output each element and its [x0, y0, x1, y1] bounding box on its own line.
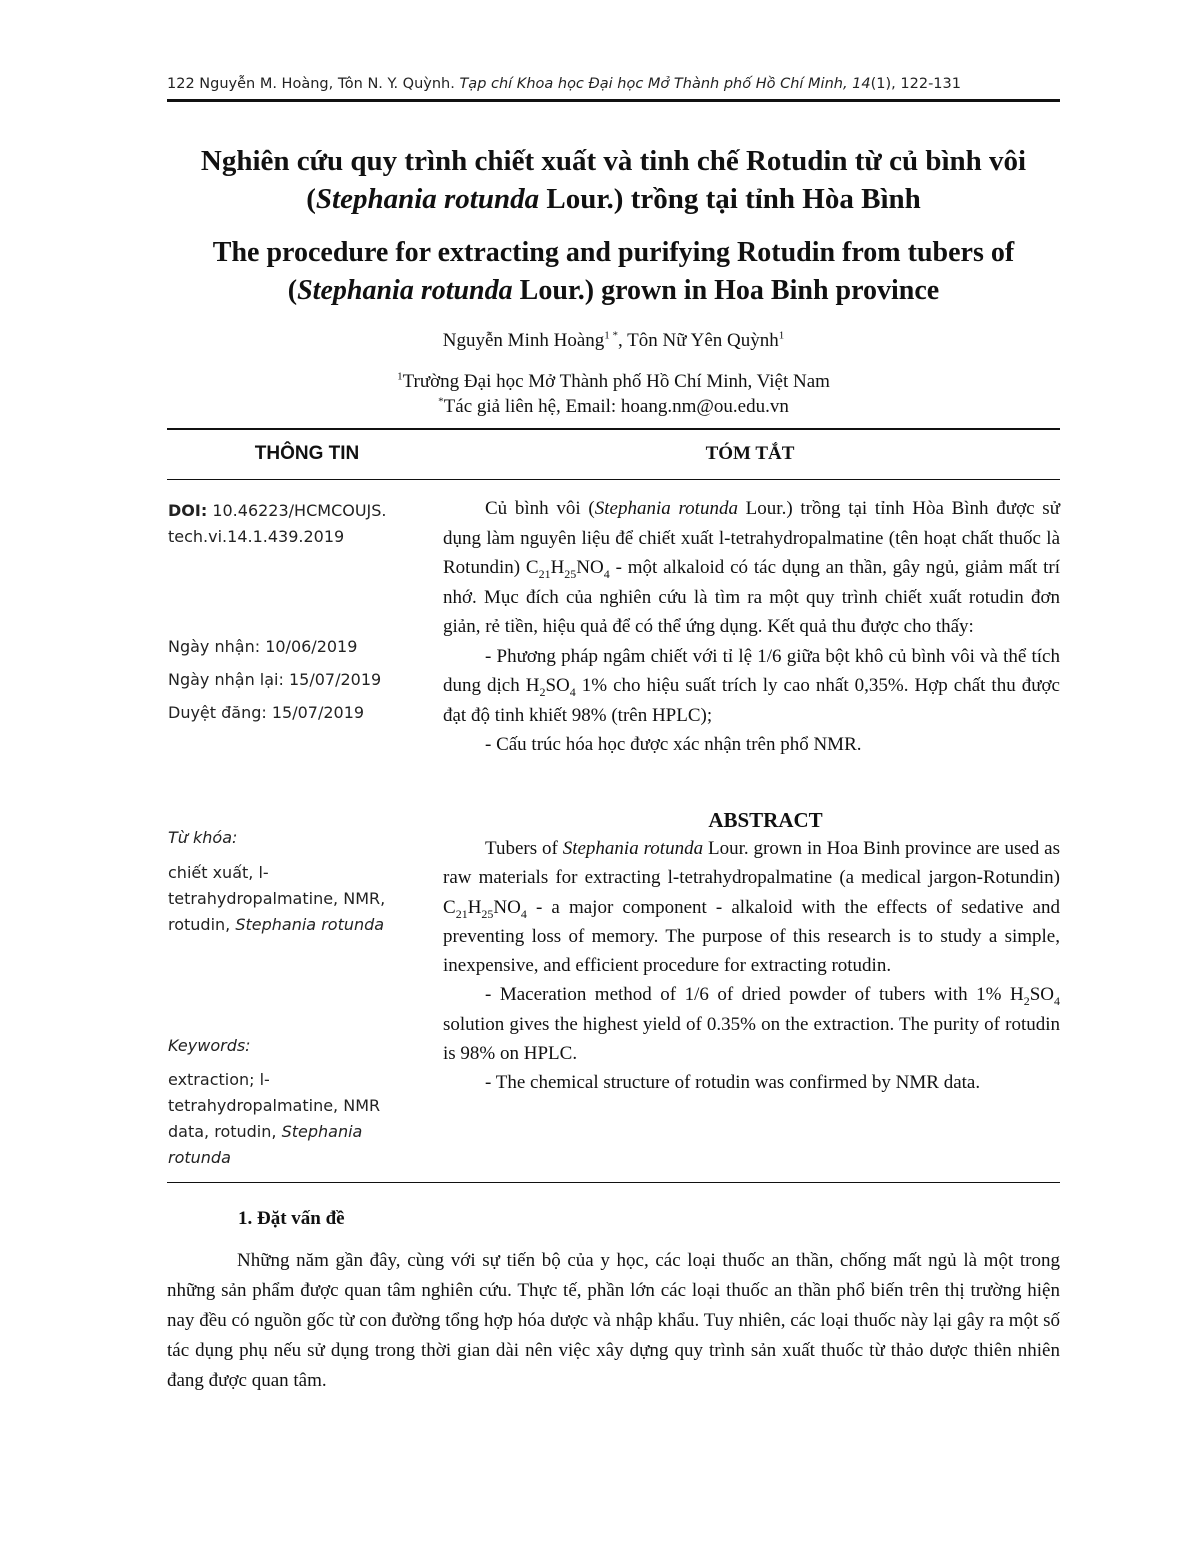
abstract-en-title: ABSTRACT	[708, 808, 823, 832]
abs-en-text-b: Lour. grown in Hoa Binh province are used as raw materials for extracting l-tetrahydropalmatine (a medical jargon-Rotundin) C	[443, 838, 1061, 918]
formula-sub: 4	[1054, 994, 1060, 1009]
corresponding-mark: *	[438, 395, 444, 408]
header-journal: Tạp chí Khoa học Đại học Mở Thành phố Hồ Chí Minh, 14	[459, 76, 871, 92]
doi	[168, 498, 438, 550]
bullet-text: - Maceration method of 1/6 of dried powder of tubers with 1% H	[485, 984, 1024, 1006]
table-header-rule	[167, 479, 1060, 480]
formula-part: NO	[493, 896, 521, 918]
doi-value: 10.46223/HCMCOUJS. tech.vi.14.1.439.2019	[168, 501, 387, 546]
keywords-vi-text: chiết xuất, l-tetrahydropalmatine, NMR, rotudin,	[168, 863, 386, 934]
formula-part: H	[467, 896, 482, 918]
author-2-mark: 1	[778, 329, 785, 342]
running-header	[167, 76, 1060, 92]
abstract-vi-paragraph	[443, 494, 1060, 642]
keywords-en	[168, 1067, 413, 1171]
abs-en-text-c: - a major component - alkaloid with the effects of sedative and preventing loss of memory. The purpose of this research is to study a simple, inexpensive, and efficient procedure for extracting rotudin.	[443, 896, 1060, 977]
formula-sub: 2	[539, 684, 546, 699]
section-1-paragraph: Những năm gần đây, cùng với sự tiến bộ của y học, các loại thuốc an thần, chống mất ngủ là một trong những sản phẩm được quan tâm nghiên cứu. Thực tế, phần lớn các loại thuốc an thần phổ biến trên thị trường hiện nay đều có nguồn gốc từ con đường tổng hợp hóa dược và nhập khẩu. Tuy nhiên, các loại thuốc này lại gây ra một số tác dụng phụ nếu sử dụng trong thời gian dài nên việc xây dựng quy trình sản xuất thuốc từ thảo dược thiên nhiên đang được quan tâm.	[167, 1250, 1060, 1391]
author-separator: ,	[618, 330, 628, 351]
section-1-heading: 1. Đặt vấn đề	[238, 1208, 345, 1229]
bullet-text-end: solution gives the highest yield of 0.35% on the extraction. The purity of rotudin is 98% on HPLC.	[443, 1013, 1060, 1065]
formula-sub: 25	[481, 906, 494, 921]
affiliation-mark: 1	[397, 370, 403, 383]
title-en-text: The procedure for extracting and purifying Rotudin from tubers of (	[212, 237, 1015, 306]
author-1: Nguyễn Minh Hoàng	[442, 330, 605, 351]
formula-sub: 21	[455, 906, 468, 921]
title-vi-text: Nghiên cứu quy trình chiết xuất và tinh chế Rotudin từ củ bình vôi (	[200, 145, 1027, 215]
corresponding-author-line	[150, 394, 1077, 419]
corresponding-email: Tác giả liên hệ, Email: hoang.nm@ou.edu.vn	[443, 396, 789, 417]
date-revised: Ngày nhận lại: 15/07/2019	[168, 670, 382, 689]
table-top-rule	[167, 428, 1060, 430]
formula-sub: 21	[538, 566, 551, 581]
formula-part: SO	[545, 675, 570, 696]
abs-en-text: Tubers of	[485, 838, 563, 859]
abstract-vi-bullet-2: - Cấu trúc hóa học được xác nhận trên phổ NMR.	[485, 734, 862, 755]
keywords-vi-label: Từ khóa:	[168, 828, 238, 847]
abstract-en-paragraph	[443, 834, 1060, 980]
article-dates	[168, 630, 381, 729]
author-list	[150, 330, 1077, 352]
abstract-en-bullet-1	[443, 980, 1060, 1068]
formula-part: H	[550, 557, 565, 578]
title-english	[150, 234, 1077, 310]
author-2: Tôn Nữ Yên Quỳnh	[627, 330, 779, 351]
date-received: Ngày nhận: 10/06/2019	[168, 637, 358, 656]
section-1-body	[167, 1246, 1060, 1396]
abs-en-species: Stephania rotunda	[562, 838, 704, 859]
affiliation-institution-line	[150, 369, 1077, 394]
keywords-en-text: extraction; l-tetrahydropalmatine, NMR data, rotudin,	[168, 1070, 381, 1141]
abstract-vi-bullet-1	[443, 642, 1060, 731]
title-en-text-end: Lour.) grown in Hoa Binh province	[512, 275, 940, 306]
header-authors: 122 Nguyễn M. Hoàng, Tôn N. Y. Quỳnh.	[167, 76, 460, 92]
formula-part: SO	[1029, 984, 1054, 1006]
affiliation	[150, 369, 1077, 419]
keywords-vi	[168, 860, 423, 938]
header-issue: (1), 122-131	[870, 76, 961, 92]
abs-vi-text-b: Lour.) trồng tại tỉnh Hòa Bình được sử dụng làm nguyên liệu để chiết xuất l-tetrahydropalmatine (tên hoạt chất thuốc là Rotundin) C	[443, 498, 1060, 578]
formula-sub: 4	[603, 566, 610, 581]
abs-vi-text-c: - một alkaloid có tác dụng an thần, gây ngủ, giảm mất trí nhớ. Mục đích của nghiên cứu là tìm ra một quy trình chiết xuất rotudin đơn giản, rẻ tiền, hiệu quả để có thể ứng dụng. Kết quả thu được cho thấy:	[443, 557, 1060, 637]
info-column-header: THÔNG TIN	[254, 443, 360, 464]
abstract-english	[443, 834, 1060, 1098]
formula-part: NO	[576, 557, 604, 578]
title-en-species: Stephania rotunda	[297, 275, 513, 306]
bullet-text: - Phương pháp ngâm chiết với tỉ lệ 1/6 giữa bột khô củ bình vôi và thể tích dung dịch H	[443, 645, 1060, 696]
formula-sub: 4	[520, 906, 527, 921]
affiliation-institution: Trường Đại học Mở Thành phố Hồ Chí Minh, Việt Nam	[402, 371, 830, 392]
abs-vi-text: Củ bình vôi (	[485, 498, 595, 519]
title-vi-species: Stephania rotunda	[315, 183, 540, 215]
formula-sub: 25	[564, 566, 577, 581]
title-vietnamese	[150, 142, 1077, 218]
date-accepted: Duyệt đăng: 15/07/2019	[168, 703, 365, 722]
bullet-text-end: 1% cho hiệu suất trích ly cao nhất 0,35%. Hợp chất thu được đạt độ tinh khiết 98% (trên HPLC);	[443, 675, 1060, 726]
abstract-en-bullet-2: - The chemical structure of rotudin was confirmed by NMR data.	[485, 1072, 981, 1094]
keywords-en-species: Stephania rotunda	[168, 1122, 363, 1167]
keywords-en-label: Keywords:	[168, 1036, 251, 1055]
keywords-vi-species: Stephania rotunda	[235, 915, 385, 934]
header-rule	[167, 99, 1060, 102]
title-vi-text-end: Lour.) trồng tại tỉnh Hòa Bình	[539, 183, 921, 215]
abstract-vietnamese	[443, 494, 1060, 760]
abstract-column-header: TÓM TẮT	[705, 443, 795, 464]
doi-label: DOI:	[168, 501, 208, 520]
abs-vi-species: Stephania rotunda	[594, 498, 738, 519]
table-bottom-rule	[167, 1182, 1060, 1183]
formula-sub: 2	[1023, 994, 1030, 1009]
formula-sub: 4	[569, 684, 576, 699]
author-1-mark: 1 *	[604, 329, 618, 342]
